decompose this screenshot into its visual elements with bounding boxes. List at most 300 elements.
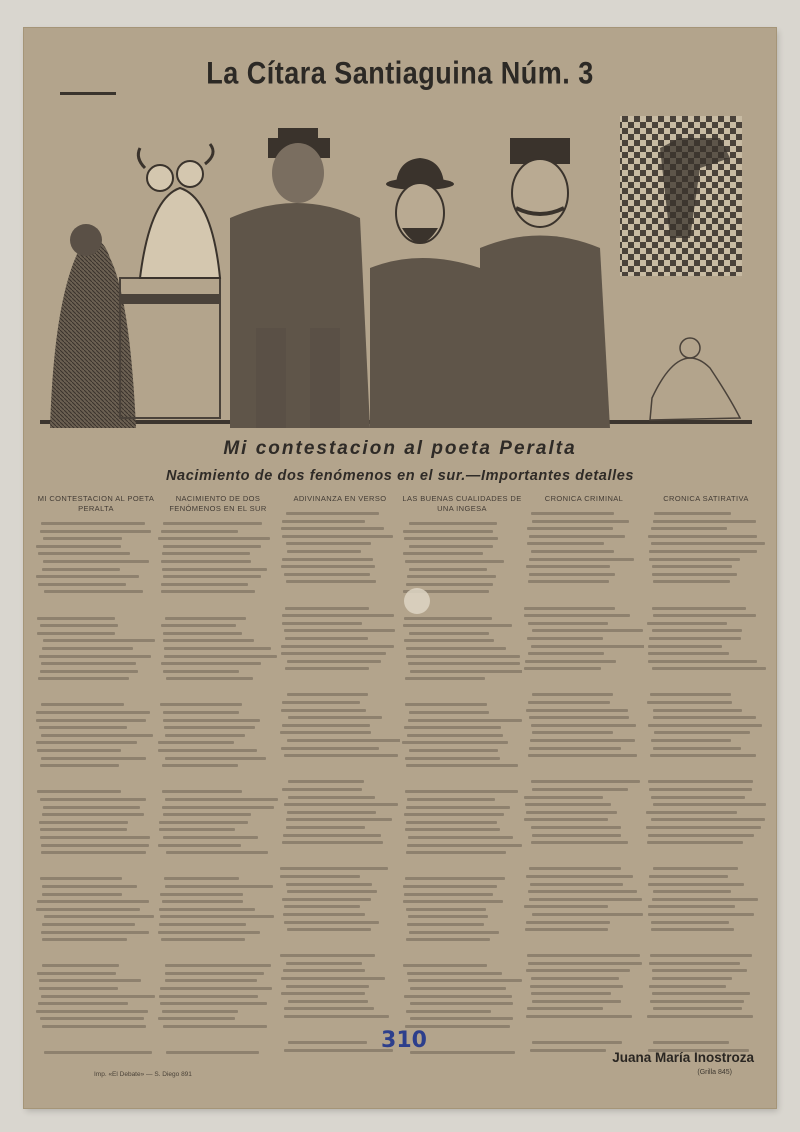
verse-line <box>281 992 366 995</box>
verse-line <box>524 796 603 799</box>
verse-line <box>43 639 155 642</box>
verse-line <box>531 841 629 844</box>
verse-line <box>163 670 239 673</box>
verse-line <box>410 670 522 673</box>
verse-line <box>526 969 630 972</box>
verse-line <box>402 859 522 873</box>
verse-line <box>166 851 269 854</box>
verse-line <box>404 726 501 729</box>
verse-line <box>406 821 496 824</box>
verse-line <box>649 637 741 640</box>
verse-line <box>160 1002 267 1005</box>
verse-line <box>402 772 522 786</box>
verse-line <box>653 520 757 523</box>
verse-line <box>403 964 487 967</box>
verse-line <box>37 790 121 793</box>
verse-line <box>40 877 122 880</box>
verse-line <box>162 790 242 793</box>
verse-line <box>409 568 487 571</box>
verse-line <box>408 979 522 982</box>
broadside-title: La Cítara Santiaguina Núm. 3 <box>206 55 594 91</box>
verse-line <box>280 675 400 689</box>
verse-line <box>158 741 234 744</box>
verse-line <box>404 537 498 540</box>
verse-line <box>649 875 728 878</box>
verse-line <box>406 583 492 586</box>
verse-line <box>405 790 518 793</box>
broadside-sheet <box>24 28 776 1108</box>
verse-line <box>165 734 245 737</box>
printer-imprint: Imp. «El Debate» — S. Diego 891 <box>94 1071 192 1078</box>
verse-line <box>158 598 278 612</box>
verse-line <box>409 711 489 714</box>
verse-line <box>531 826 620 829</box>
verse-line <box>531 512 614 515</box>
verse-line <box>287 660 381 663</box>
verse-line <box>158 685 278 699</box>
verse-line <box>528 962 641 965</box>
verse-line <box>286 826 365 829</box>
verse-line <box>281 977 385 980</box>
verse-line <box>36 1010 148 1013</box>
verse-line <box>652 629 742 632</box>
verse-line <box>648 883 744 886</box>
woman-figure <box>50 240 136 428</box>
verse-line <box>41 522 145 525</box>
verse-line <box>160 915 274 918</box>
verse-line <box>36 1033 156 1047</box>
verse-line <box>165 798 278 801</box>
verse-line <box>288 796 376 799</box>
verse-line <box>282 622 361 625</box>
column-heading: LAS BUENAS CUALIDADES DE UNA INGESA <box>402 494 522 513</box>
verse-line <box>280 588 400 602</box>
verse-line <box>410 1017 513 1020</box>
verse-line <box>159 828 235 831</box>
verse-line <box>287 928 371 931</box>
verse-line <box>648 780 753 783</box>
verse-line <box>410 1002 513 1005</box>
verse-line <box>406 764 518 767</box>
verse-line <box>406 1010 491 1013</box>
verse-line <box>402 741 508 744</box>
verse-line <box>528 652 604 655</box>
verse-line <box>283 913 365 916</box>
verse-line <box>653 890 731 893</box>
verse-line <box>653 580 730 583</box>
verse-line <box>166 677 253 680</box>
verse-line <box>42 893 122 896</box>
verse-line <box>524 936 644 950</box>
verse-line <box>652 573 737 576</box>
verse-line <box>163 719 260 722</box>
verse-line <box>280 954 375 957</box>
verse-line <box>282 898 370 901</box>
verse-line <box>41 662 136 665</box>
verse-line <box>161 560 252 563</box>
verse-line <box>531 780 640 783</box>
verse-line <box>41 734 153 737</box>
verse-line <box>159 908 255 911</box>
verse-line <box>407 734 504 737</box>
column-heading: CRONICA CRIMINAL <box>544 494 624 503</box>
verse-line <box>286 542 370 545</box>
verse-line <box>287 693 369 696</box>
verse-line <box>405 828 500 831</box>
verse-line <box>527 542 604 545</box>
verse-line <box>37 900 149 903</box>
verse-line <box>286 883 373 886</box>
verse-line <box>646 675 766 689</box>
verse-line <box>653 1007 742 1010</box>
verse-line <box>405 877 505 880</box>
verse-line <box>286 512 379 515</box>
verse-line <box>283 834 382 837</box>
verse-line <box>403 552 484 555</box>
verse-line <box>529 558 634 561</box>
verse-line <box>646 849 766 863</box>
verse-line <box>525 660 615 663</box>
verse-line <box>158 946 278 960</box>
verse-line <box>39 979 140 982</box>
verse-line <box>162 1010 238 1013</box>
verse-line <box>529 716 629 719</box>
verse-line <box>406 851 505 854</box>
verse-line <box>524 588 644 602</box>
verse-line <box>284 573 371 576</box>
verse-line <box>524 849 644 863</box>
verse-line <box>526 875 632 878</box>
verse-line <box>408 915 488 918</box>
verse-line <box>42 813 144 816</box>
verse-line <box>647 622 727 625</box>
verse-line <box>531 724 636 727</box>
verse-line <box>282 614 394 617</box>
verse-line <box>528 622 608 625</box>
verse-line <box>283 969 365 972</box>
verse-line <box>287 811 377 814</box>
verse-line <box>43 806 140 809</box>
verse-line <box>159 923 246 926</box>
verse-line <box>524 675 644 689</box>
verse-line <box>284 1015 389 1018</box>
verse-line <box>163 639 254 642</box>
verse-line <box>36 859 156 873</box>
verse-line <box>39 726 127 729</box>
verse-line <box>650 1000 744 1003</box>
verse-line <box>36 545 121 548</box>
verse-line <box>37 972 117 975</box>
verse-line <box>524 1023 644 1037</box>
verse-line <box>651 527 728 530</box>
verse-line <box>159 995 258 998</box>
verse-line <box>651 921 729 924</box>
verse-line <box>42 938 128 941</box>
verse-line <box>42 923 134 926</box>
verse-line <box>282 558 374 561</box>
verse-line <box>43 537 122 540</box>
verse-line <box>410 987 506 990</box>
verse-line <box>653 709 742 712</box>
verse-line <box>164 877 238 880</box>
verse-line <box>40 836 150 839</box>
verse-line <box>527 954 641 957</box>
column-heading: MI CONTESTACION AL POETA PERALTA <box>37 494 155 513</box>
verse-line <box>652 977 732 980</box>
verse-line <box>532 520 629 523</box>
verse-line <box>281 527 384 530</box>
verse-line <box>165 885 273 888</box>
verse-line <box>524 818 608 821</box>
verse-line <box>405 677 485 680</box>
verse-line <box>41 931 149 934</box>
verse-line <box>164 726 255 729</box>
verse-line <box>282 520 365 523</box>
verse-line <box>528 580 609 583</box>
author-note: (Grilla 845) <box>697 1069 732 1076</box>
verse-line <box>36 946 156 960</box>
verse-line <box>530 883 623 886</box>
verse-line <box>651 928 733 931</box>
verse-line <box>647 701 731 704</box>
verse-line <box>280 849 400 863</box>
poem-columns <box>36 494 768 1054</box>
verse-line <box>285 637 368 640</box>
verse-line <box>402 685 522 699</box>
verse-line <box>281 565 375 568</box>
verse-line <box>280 936 400 950</box>
verse-line <box>159 821 248 824</box>
verse-line <box>288 1000 368 1003</box>
verse-line <box>408 662 519 665</box>
verse-line <box>162 568 267 571</box>
verse-line <box>648 834 754 837</box>
verse-line <box>649 558 740 561</box>
verse-line <box>404 893 494 896</box>
verse-line <box>652 607 746 610</box>
verse-line <box>36 711 150 714</box>
verse-line <box>163 522 262 525</box>
verse-line <box>165 979 257 982</box>
verse-line <box>287 550 362 553</box>
verse-line <box>39 821 128 824</box>
verse-line <box>528 754 637 757</box>
column-heading: NACIMIENTO DE DOS FENÓMENOS EN EL SUR <box>169 494 267 513</box>
verse-line <box>287 739 400 742</box>
verse-line <box>36 772 156 786</box>
verse-line <box>288 780 364 783</box>
verse-line <box>406 655 520 658</box>
verse-line <box>532 731 613 734</box>
verse-line <box>529 535 625 538</box>
verse-line <box>653 803 765 806</box>
column-text <box>158 522 278 1054</box>
verse-line <box>525 928 608 931</box>
verse-line <box>404 995 512 998</box>
column-text <box>524 512 644 1054</box>
column-1 <box>36 494 156 1054</box>
verse-line <box>161 624 236 627</box>
verse-line <box>646 936 766 950</box>
verse-line <box>409 522 497 525</box>
verse-line <box>653 614 756 617</box>
verse-line <box>408 836 513 839</box>
verse-line <box>405 703 487 706</box>
verse-line <box>160 987 272 990</box>
verse-line <box>654 512 731 515</box>
verse-line <box>41 703 124 706</box>
paper-stain <box>404 588 430 614</box>
verse-line <box>39 987 118 990</box>
verse-line <box>403 885 496 888</box>
verse-line <box>158 1033 278 1047</box>
verse-line <box>36 575 139 578</box>
verse-line <box>527 637 603 640</box>
verse-line <box>406 908 487 911</box>
verse-line <box>158 537 269 540</box>
verse-line <box>160 703 242 706</box>
verse-line <box>650 693 731 696</box>
verse-line <box>526 565 610 568</box>
verse-line <box>650 954 752 957</box>
verse-line <box>652 969 747 972</box>
verse-line <box>162 552 250 555</box>
verse-line <box>648 913 754 916</box>
verse-line <box>36 741 137 744</box>
verse-line <box>653 716 756 719</box>
verse-line <box>405 560 504 563</box>
verse-line <box>648 645 723 648</box>
verse-line <box>286 580 376 583</box>
verse-line <box>409 545 492 548</box>
verse-line <box>37 632 116 635</box>
column-2 <box>158 494 278 1054</box>
verse-line <box>648 660 757 663</box>
verse-line <box>526 1015 631 1018</box>
column-text <box>36 522 156 1054</box>
verse-line <box>529 898 643 901</box>
verse-line <box>646 811 737 814</box>
column-text <box>646 512 766 1054</box>
verse-line <box>281 652 387 655</box>
verse-line <box>38 583 126 586</box>
verse-line <box>404 639 494 642</box>
verse-line <box>36 908 140 911</box>
verse-line <box>652 565 731 568</box>
verse-line <box>409 749 498 752</box>
verse-line <box>653 867 738 870</box>
verse-line <box>280 731 371 734</box>
verse-line <box>162 764 238 767</box>
verse-line <box>409 931 499 934</box>
verse-line <box>526 709 627 712</box>
verse-line <box>403 530 493 533</box>
verse-line <box>528 701 610 704</box>
archive-number: 310 <box>381 1028 427 1053</box>
verse-line <box>529 747 621 750</box>
verse-line <box>403 624 512 627</box>
verse-line <box>166 1051 260 1054</box>
verse-line <box>647 841 743 844</box>
verse-line <box>530 739 635 742</box>
verse-line <box>165 972 263 975</box>
verse-line <box>163 632 242 635</box>
verse-line <box>281 747 379 750</box>
verse-line <box>648 535 757 538</box>
verse-line <box>286 818 392 821</box>
verse-line <box>646 762 766 776</box>
verse-line <box>40 530 151 533</box>
verse-line <box>403 900 503 903</box>
verse-line <box>38 552 129 555</box>
verse-line <box>646 826 761 829</box>
verse-line <box>40 670 138 673</box>
verse-line <box>648 724 762 727</box>
verse-line <box>161 530 238 533</box>
verse-line <box>406 806 510 809</box>
verse-line <box>524 614 630 617</box>
verse-line <box>41 757 146 760</box>
verse-line <box>531 645 644 648</box>
column-heading: ADIVINANZA EN VERSO <box>293 494 387 503</box>
verse-line <box>39 655 151 658</box>
verse-line <box>158 1017 235 1020</box>
verse-line <box>42 964 119 967</box>
column-heading: CRONICA SATIRATIVA <box>663 494 749 503</box>
verse-line <box>531 977 619 980</box>
verse-line <box>529 573 615 576</box>
verse-line <box>524 762 644 776</box>
verse-line <box>406 647 506 650</box>
verse-line <box>526 921 610 924</box>
verse-line <box>649 985 726 988</box>
verse-line <box>165 617 246 620</box>
verse-line <box>646 588 766 602</box>
verse-line <box>286 962 362 965</box>
column-4 <box>402 494 522 1054</box>
verse-line <box>649 550 757 553</box>
verse-line <box>284 905 361 908</box>
verse-line <box>648 652 729 655</box>
verse-line <box>44 590 143 593</box>
verse-line <box>284 803 398 806</box>
verse-line <box>287 890 377 893</box>
verse-line <box>36 598 156 612</box>
verse-line <box>284 921 380 924</box>
verse-line <box>41 995 156 998</box>
verse-line <box>42 568 120 571</box>
verse-line <box>648 905 735 908</box>
verse-line <box>653 747 742 750</box>
verse-line <box>281 645 394 648</box>
verse-line <box>40 798 146 801</box>
verse-line <box>44 915 154 918</box>
verse-line <box>38 1002 127 1005</box>
verse-line <box>282 841 383 844</box>
verse-line <box>526 811 617 814</box>
verse-line <box>652 667 766 670</box>
verse-line <box>161 590 256 593</box>
verse-line <box>531 992 611 995</box>
ornamental-rule <box>60 92 116 95</box>
verse-line <box>407 972 502 975</box>
verse-line <box>41 844 149 847</box>
verse-line <box>646 1023 766 1037</box>
verse-line <box>161 938 246 941</box>
verse-line <box>532 913 643 916</box>
verse-line <box>404 617 492 620</box>
verse-line <box>36 685 156 699</box>
